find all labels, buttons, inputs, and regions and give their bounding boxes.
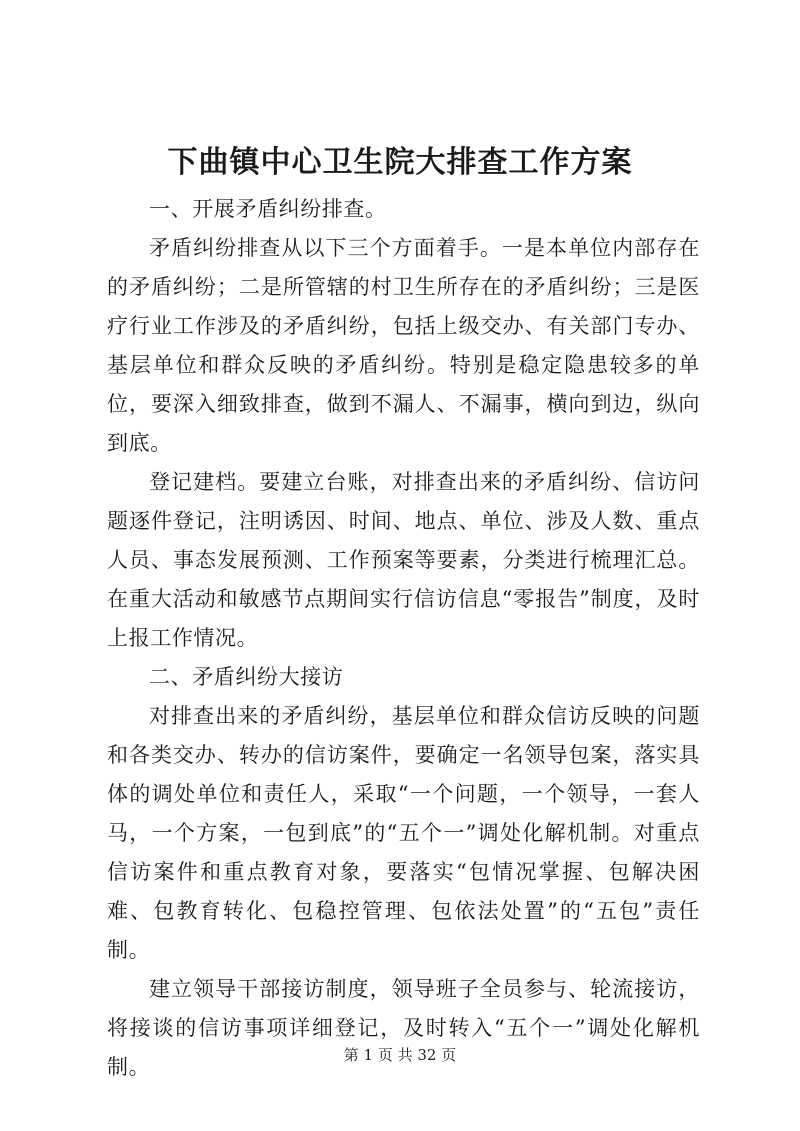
- paragraph: 登记建档。要建立台账，对排查出来的矛盾纠纷、信访问题逐件登记，注明诱因、时间、地点、单位、涉及人数、重点人员、事态发展预测、工作预案等要素，分类进行梳理汇总。在重大活动和敏感节点期间实行信访信息“零报告”制度，及时上报工作情况。: [107, 470, 700, 650]
- document-body: [107, 190, 700, 1087]
- paragraph: 对排查出来的矛盾纠纷，基层单位和群众信访反映的问题和各类交办、转办的信访案件，要确定一名领导包案，落实具体的调处单位和责任人，采取“一个问题，一个领导，一套人马，一个方案，一包到底”的“五个一”调处化解机制。对重点信访案件和重点教育对象，要落实“包情况掌握、包解决困难、包教育转化、包稳控管理、包依法处置”的“五包”责任制。: [107, 704, 700, 962]
- document-title: 下曲镇中心卫生院大排查工作方案: [167, 145, 633, 180]
- section-heading-2: 二、矛盾纠纷大接访: [149, 665, 344, 689]
- section-heading-1: 一、开展矛盾纠纷排查。: [149, 197, 387, 221]
- paragraph: 建立领导干部接访制度，领导班子全员参与、轮流接访，将接谈的信访事项详细登记，及时转入“五个一”调处化解机制。: [107, 977, 700, 1079]
- paragraph: 矛盾纠纷排查从以下三个方面着手。一是本单位内部存在的矛盾纠纷；二是所管辖的村卫生所存在的矛盾纠纷；三是医疗行业工作涉及的矛盾纠纷，包括上级交办、有关部门专办、基层单位和群众反映的矛盾纠纷。特别是稳定隐患较多的单位，要深入细致排查，做到不漏人、不漏事，横向到边，纵向到底。: [107, 236, 700, 455]
- page-footer: 第 1 页 共 32 页: [343, 1046, 457, 1064]
